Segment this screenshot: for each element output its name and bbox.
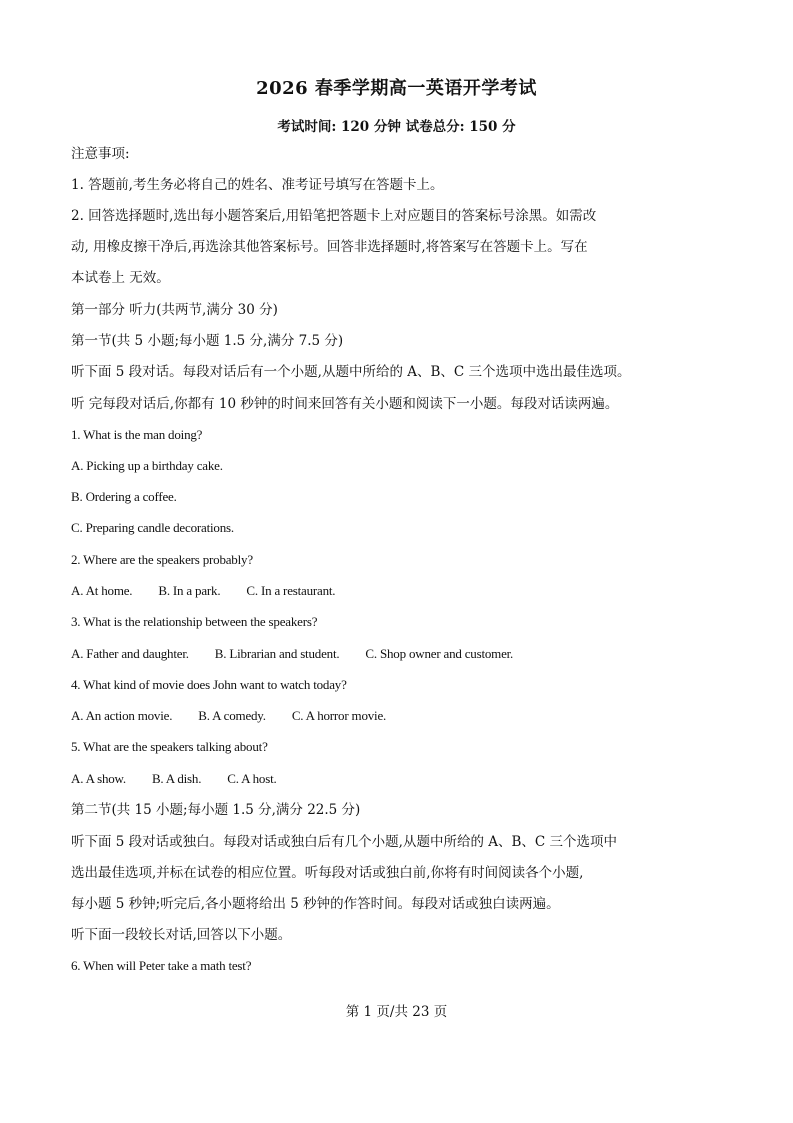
question-2-option-c: C. In a restaurant. [246,583,336,598]
long-dialog-intro: 听下面一段较长对话,回答以下小题。 [71,927,292,943]
question-4-option-c: C. A horror movie. [291,708,387,723]
question-6-stem: 6. When will Peter take a math test? [71,958,252,973]
question-5-option-a: A. A show. [71,771,126,786]
question-1-stem: 1. What is the man doing? [71,427,203,442]
question-5-option-b: B. A dish. [151,771,202,786]
section2-instruction-line-1: 听下面 5 段对话或独白。每段对话或独白后有几个小题,从题中所给的 A、B、C 三个选项中 [71,834,618,850]
page-number: 第 1 页/共 23 页 [345,1004,448,1020]
notice-item-1: 1. 答题前,考生务必将自己的姓名、准考证号填写在答题卡上。 [71,177,444,193]
exam-subtitle: 考试时间: 120 分钟 试卷总分: 150 分 [277,119,516,135]
question-2-stem: 2. Where are the speakers probably? [71,552,253,567]
section2-instruction-line-2: 选出最佳选项,并标在试卷的相应位置。听每段对话或独白前,你将有时间阅读各个小题, [71,865,584,881]
question-2-options [71,582,751,600]
notice-item-2-line-3: 本试卷上 无效。 [71,270,170,286]
question-1-option-b: B. Ordering a coffee. [71,489,177,504]
question-4-options [71,707,751,725]
question-4-stem: 4. What kind of movie does John want to watch today? [71,677,347,692]
question-1-option-a: A. Picking up a birthday cake. [71,458,223,473]
notice-item-2-line-2: 动, 用橡皮擦干净后,再选涂其他答案标号。回答非选择题时,将答案写在答题卡上。写在 [71,239,588,255]
question-4-option-b: B. A comedy. [198,708,266,723]
question-3-option-b: B. Librarian and student. [214,646,340,661]
question-2-option-b: B. In a park. [158,583,221,598]
question-3-stem: 3. What is the relationship between the speakers? [71,614,318,629]
section2-title: 第二节(共 15 小题;每小题 1.5 分,满分 22.5 分) [71,802,361,818]
section1-instruction-line-1: 听下面 5 段对话。每段对话后有一个小题,从题中所给的 A、B、C 三个选项中选出最佳选项。 [71,364,631,380]
part1-title: 第一部分 听力(共两节,满分 30 分) [71,302,278,318]
notice-heading: 注意事项: [71,146,130,162]
question-2-option-a: A. At home. [71,583,133,598]
question-5-option-c: C. A host. [227,771,277,786]
section1-instruction-line-2: 听 完每段对话后,你都有 10 秒钟的时间来回答有关小题和阅读下一小题。每段对话读两遍。 [71,396,619,412]
exam-title: 2026 春季学期高一英语开学考试 [256,78,537,99]
question-1-option-c: C. Preparing candle decorations. [71,520,234,535]
question-3-options [71,645,751,663]
question-5-options [71,770,751,788]
notice-item-2-line-1: 2. 回答选择题时,选出每小题答案后,用铅笔把答题卡上对应题目的答案标号涂黑。如需改 [71,208,597,224]
section2-instruction-line-3: 每小题 5 秒钟;听完后,各小题将给出 5 秒钟的作答时间。每段对话或独白读两遍。 [71,896,560,912]
question-5-stem: 5. What are the speakers talking about? [71,739,268,754]
section1-title: 第一节(共 5 小题;每小题 1.5 分,满分 7.5 分) [71,333,344,349]
question-4-option-a: A. An action movie. [71,708,173,723]
question-3-option-c: C. Shop owner and customer. [365,646,514,661]
question-3-option-a: A. Father and daughter. [71,646,189,661]
